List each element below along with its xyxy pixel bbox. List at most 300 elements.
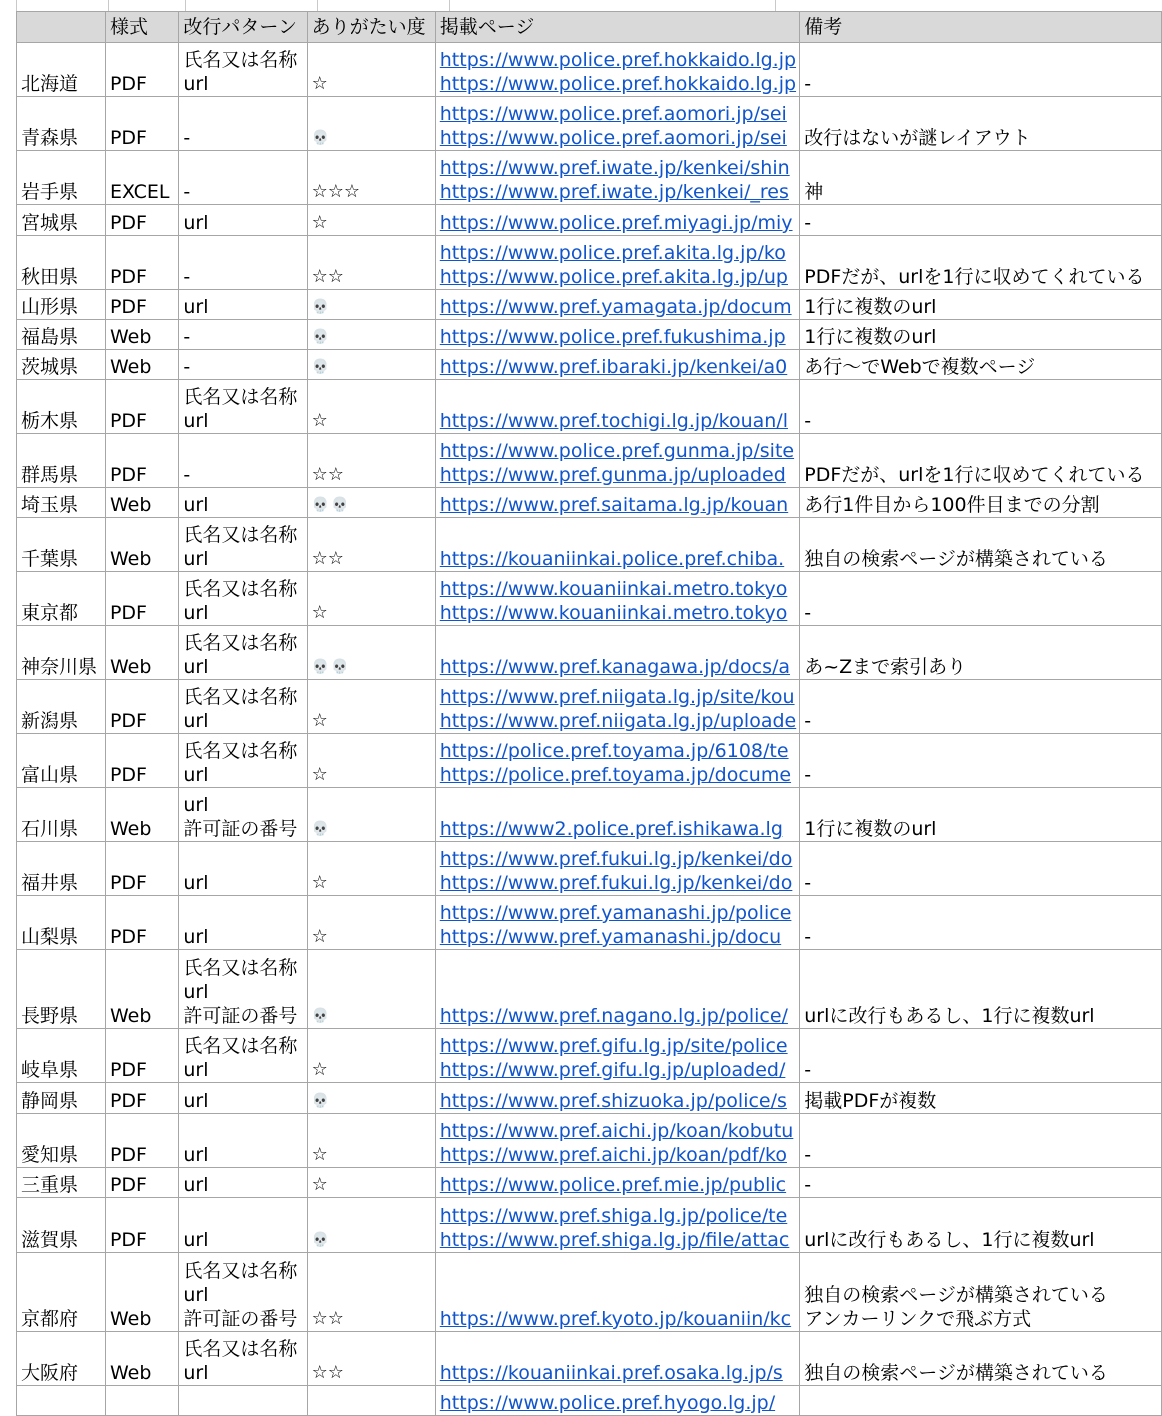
cell-rating[interactable] <box>307 680 435 734</box>
cell-page[interactable] <box>435 1168 799 1198</box>
cell-note[interactable] <box>800 896 1162 950</box>
cell-format[interactable] <box>105 1386 178 1416</box>
cell-page[interactable] <box>435 290 799 320</box>
star-icon: ☆ <box>311 212 328 233</box>
format-value: PDF <box>109 602 147 624</box>
prefecture-name: 山形県 <box>21 296 79 318</box>
page-link[interactable]: https://www.police.pref.gunma.jp/site <box>439 440 795 462</box>
cell-page[interactable] <box>435 350 799 380</box>
cell-rating[interactable] <box>307 734 435 788</box>
cell-prefecture[interactable] <box>17 1114 106 1168</box>
table-row <box>17 97 1162 151</box>
cell-rating[interactable] <box>307 1253 435 1332</box>
cell-page[interactable] <box>435 788 799 842</box>
cell-format[interactable] <box>105 842 178 896</box>
cell-note[interactable] <box>800 1029 1162 1083</box>
format-value: Web <box>109 1308 152 1330</box>
cell-line-break-pattern[interactable] <box>179 320 307 350</box>
format-value: PDF <box>109 764 147 786</box>
table-row <box>17 680 1162 734</box>
cell-prefecture[interactable] <box>17 236 106 290</box>
page-link[interactable]: https://www.pref.kyoto.jp/kouaniin/kc <box>439 1308 792 1330</box>
cell-line-break-pattern[interactable] <box>179 151 307 205</box>
cell-prefecture[interactable] <box>17 434 106 488</box>
page-link[interactable]: https://www.pref.shiga.lg.jp/police/te <box>439 1205 788 1227</box>
cell-line-break-pattern[interactable] <box>179 290 307 320</box>
skull-icon: 💀💀 <box>311 497 351 513</box>
page-link[interactable]: https://www.pref.ibaraki.jp/kenkei/a0 <box>439 356 788 378</box>
cell-rating[interactable] <box>307 97 435 151</box>
cell-note[interactable] <box>800 1083 1162 1114</box>
prefecture-name: 埼玉県 <box>21 494 79 516</box>
cell-page[interactable] <box>435 151 799 205</box>
cell-note[interactable] <box>800 380 1162 434</box>
page-link[interactable]: https://kouaniinkai.police.pref.chiba. <box>439 548 785 570</box>
page-link[interactable]: https://police.pref.toyama.jp/docume <box>439 764 792 786</box>
cell-prefecture[interactable] <box>17 626 106 680</box>
cell-line-break-pattern[interactable] <box>179 1114 307 1168</box>
page-link[interactable]: https://www.pref.niigata.lg.jp/uploade <box>439 710 797 732</box>
page-link[interactable]: https://www.pref.yamagata.jp/docum <box>439 296 792 318</box>
cell-rating[interactable] <box>307 1386 435 1416</box>
pattern-line: - <box>183 266 191 288</box>
cell-prefecture[interactable] <box>17 518 106 572</box>
cell-line-break-pattern[interactable] <box>179 97 307 151</box>
cell-page[interactable] <box>435 205 799 236</box>
note-line: - <box>804 73 812 95</box>
note-line: 独自の検索ページが構築されている <box>804 1284 1108 1306</box>
cell-line-break-pattern[interactable] <box>179 680 307 734</box>
cell-prefecture[interactable] <box>17 1386 106 1416</box>
pattern-line: url <box>183 212 209 234</box>
cell-page[interactable] <box>435 488 799 518</box>
page-link[interactable]: https://www2.police.pref.ishikawa.lg <box>439 818 783 840</box>
cell-note[interactable] <box>800 290 1162 320</box>
prefecture-name: 福井県 <box>21 872 79 894</box>
cell-page[interactable] <box>435 1029 799 1083</box>
page-link[interactable]: https://www.pref.shiga.lg.jp/file/attac <box>439 1229 790 1251</box>
page-link[interactable]: https://www.pref.fukui.lg.jp/kenkei/do <box>439 872 793 894</box>
star-icon: ☆ <box>311 410 328 431</box>
note-line: 1行に複数のurl <box>804 326 937 348</box>
cell-page[interactable] <box>435 380 799 434</box>
page-link[interactable]: https://www.pref.niigata.lg.jp/site/kou <box>439 686 795 708</box>
cell-rating[interactable] <box>307 320 435 350</box>
page-link[interactable]: https://www.pref.tochigi.lg.jp/kouan/l <box>439 410 788 432</box>
cell-format[interactable] <box>105 236 178 290</box>
page-link[interactable]: https://www.police.pref.hyogo.lg.jp/ <box>439 1392 776 1414</box>
page-link[interactable]: https://www.pref.yamanashi.jp/docu <box>439 926 782 948</box>
cell-page[interactable] <box>435 896 799 950</box>
table-row <box>17 205 1162 236</box>
cell-format[interactable] <box>105 1029 178 1083</box>
cell-format[interactable] <box>105 380 178 434</box>
data-table <box>16 11 1162 1416</box>
format-value: PDF <box>109 1144 147 1166</box>
cell-prefecture[interactable] <box>17 380 106 434</box>
pattern-line: url <box>183 981 209 1003</box>
cell-note[interactable] <box>800 97 1162 151</box>
cell-note[interactable] <box>800 151 1162 205</box>
format-value: Web <box>109 656 152 678</box>
header-cell-rating[interactable]: ありがたい度 <box>307 12 435 43</box>
header-cell-note[interactable]: 備考 <box>800 12 1162 43</box>
cell-prefecture[interactable] <box>17 896 106 950</box>
pattern-line: 氏名又は名称 <box>183 1338 298 1360</box>
skull-icon: 💀 <box>311 1232 331 1248</box>
note-line: - <box>804 764 812 786</box>
cell-note[interactable] <box>800 1332 1162 1386</box>
cell-page[interactable] <box>435 1332 799 1386</box>
cell-format[interactable] <box>105 896 178 950</box>
note-line: urlに改行もあるし、1行に複数url <box>804 1005 1095 1027</box>
prefecture-name: 岩手県 <box>21 181 79 203</box>
cell-line-break-pattern[interactable] <box>179 434 307 488</box>
prefecture-name: 京都府 <box>21 1308 79 1330</box>
table-row <box>17 290 1162 320</box>
note-line: 独自の検索ページが構築されている <box>804 548 1108 570</box>
cell-line-break-pattern[interactable] <box>179 1386 307 1416</box>
page-link[interactable]: https://www.police.pref.aomori.jp/sei <box>439 127 787 149</box>
cell-page[interactable] <box>435 43 799 97</box>
cell-prefecture[interactable] <box>17 842 106 896</box>
table-row <box>17 236 1162 290</box>
star-icon: ☆ <box>311 872 328 893</box>
cell-prefecture[interactable] <box>17 1168 106 1198</box>
note-line: - <box>804 926 812 948</box>
cell-format[interactable] <box>105 1198 178 1253</box>
cell-format[interactable] <box>105 1253 178 1332</box>
cell-rating[interactable] <box>307 626 435 680</box>
pattern-line: url <box>183 1229 209 1251</box>
page-link[interactable]: https://www.pref.iwate.jp/kenkei/shin <box>439 157 790 179</box>
prefecture-name: 静岡県 <box>21 1090 79 1112</box>
cell-page[interactable] <box>435 1198 799 1253</box>
format-value: PDF <box>109 710 147 732</box>
cell-rating[interactable] <box>307 950 435 1029</box>
pattern-line: url <box>183 656 209 678</box>
cell-rating[interactable] <box>307 205 435 236</box>
cell-note[interactable] <box>800 1168 1162 1198</box>
note-line: 改行はないが謎レイアウト <box>804 127 1031 149</box>
cell-prefecture[interactable] <box>17 320 106 350</box>
cell-format[interactable] <box>105 734 178 788</box>
cell-note[interactable] <box>800 1253 1162 1332</box>
page-link[interactable]: https://www.pref.shizuoka.jp/police/s <box>439 1090 787 1112</box>
cell-page[interactable] <box>435 97 799 151</box>
cell-rating[interactable] <box>307 896 435 950</box>
cell-prefecture[interactable] <box>17 680 106 734</box>
pattern-line: url <box>183 794 209 816</box>
note-line: あ行〜でWebで複数ページ <box>804 356 1036 378</box>
cell-note[interactable] <box>800 842 1162 896</box>
cell-page[interactable] <box>435 1114 799 1168</box>
cell-format[interactable] <box>105 350 178 380</box>
cell-rating[interactable] <box>307 43 435 97</box>
pattern-line: url <box>183 1059 209 1081</box>
cell-rating[interactable] <box>307 1332 435 1386</box>
star-icon: ☆☆ <box>311 464 344 485</box>
cell-format[interactable] <box>105 626 178 680</box>
prefecture-name: 秋田県 <box>21 266 79 288</box>
header-cell-prefecture[interactable] <box>17 12 106 43</box>
pattern-line: url <box>183 1284 209 1306</box>
cell-rating[interactable] <box>307 842 435 896</box>
cell-format[interactable] <box>105 320 178 350</box>
page-link[interactable]: https://www.police.pref.fukushima.jp <box>439 326 786 348</box>
format-value: PDF <box>109 1090 147 1112</box>
cell-rating[interactable] <box>307 1083 435 1114</box>
page-link[interactable]: https://www.pref.nagano.lg.jp/police/ <box>439 1005 788 1027</box>
format-value: PDF <box>109 266 147 288</box>
note-line: 1行に複数のurl <box>804 818 937 840</box>
cell-rating[interactable] <box>307 488 435 518</box>
table-row <box>17 842 1162 896</box>
page-link[interactable]: https://www.pref.yamanashi.jp/police <box>439 902 792 924</box>
skull-icon: 💀💀 <box>311 659 351 675</box>
page-link[interactable]: https://www.kouaniinkai.metro.tokyo <box>439 602 788 624</box>
pattern-line: 氏名又は名称 <box>183 578 298 600</box>
header-cell-line-break-pattern[interactable]: 改行パターン <box>179 12 307 43</box>
page-link[interactable]: https://www.kouaniinkai.metro.tokyo <box>439 578 788 600</box>
cell-line-break-pattern[interactable] <box>179 1253 307 1332</box>
cell-rating[interactable] <box>307 1168 435 1198</box>
page-link[interactable]: https://www.pref.iwate.jp/kenkei/_res <box>439 181 789 203</box>
cell-format[interactable] <box>105 680 178 734</box>
cell-note[interactable] <box>800 350 1162 380</box>
cell-line-break-pattern[interactable] <box>179 518 307 572</box>
page-link[interactable]: https://www.pref.gifu.lg.jp/uploaded/ <box>439 1059 786 1081</box>
format-value: Web <box>109 818 152 840</box>
cell-rating[interactable] <box>307 1029 435 1083</box>
cell-note[interactable] <box>800 1114 1162 1168</box>
cell-page[interactable] <box>435 1386 799 1416</box>
cell-page[interactable] <box>435 950 799 1029</box>
cell-prefecture[interactable] <box>17 290 106 320</box>
cell-format[interactable] <box>105 290 178 320</box>
note-line: あ行1件目から100件目までの分割 <box>804 494 1100 516</box>
cell-line-break-pattern[interactable] <box>179 950 307 1029</box>
cell-format[interactable] <box>105 488 178 518</box>
cell-line-break-pattern[interactable] <box>179 43 307 97</box>
note-line: アンカーリンクで飛ぶ方式 <box>804 1308 1032 1330</box>
page-link[interactable]: https://www.police.pref.miyagi.jp/miy <box>439 212 793 234</box>
cell-prefecture[interactable] <box>17 1332 106 1386</box>
cell-prefecture[interactable] <box>17 950 106 1029</box>
cell-line-break-pattern[interactable] <box>179 1198 307 1253</box>
cell-line-break-pattern[interactable] <box>179 626 307 680</box>
cell-format[interactable] <box>105 434 178 488</box>
cell-rating[interactable] <box>307 1198 435 1253</box>
page-link[interactable]: https://www.police.pref.hokkaido.lg.jp <box>439 73 797 95</box>
cell-rating[interactable] <box>307 236 435 290</box>
cell-format[interactable] <box>105 788 178 842</box>
frozen-header-strip <box>0 0 1162 11</box>
cell-note[interactable] <box>800 572 1162 626</box>
page-link[interactable]: https://www.police.pref.akita.lg.jp/ko <box>439 242 786 264</box>
cell-line-break-pattern[interactable] <box>179 788 307 842</box>
cell-line-break-pattern[interactable] <box>179 236 307 290</box>
page-link[interactable]: https://police.pref.toyama.jp/6108/te <box>439 740 789 762</box>
pattern-line: 氏名又は名称 <box>183 1260 298 1282</box>
page-link[interactable]: https://www.police.pref.mie.jp/public <box>439 1174 787 1196</box>
cell-format[interactable] <box>105 97 178 151</box>
cell-note[interactable] <box>800 950 1162 1029</box>
cell-prefecture[interactable] <box>17 43 106 97</box>
header-cell-format[interactable]: 様式 <box>105 12 178 43</box>
page-link[interactable]: https://www.pref.gunma.jp/uploaded <box>439 464 786 486</box>
cell-note[interactable] <box>800 788 1162 842</box>
page-link[interactable]: https://www.pref.fukui.lg.jp/kenkei/do <box>439 848 793 870</box>
cell-prefecture[interactable] <box>17 1029 106 1083</box>
cell-note[interactable] <box>800 434 1162 488</box>
cell-prefecture[interactable] <box>17 97 106 151</box>
table-row <box>17 1332 1162 1386</box>
cell-rating[interactable] <box>307 572 435 626</box>
pattern-line: url <box>183 602 209 624</box>
cell-prefecture[interactable] <box>17 488 106 518</box>
skull-icon: 💀 <box>311 1093 331 1109</box>
cell-page[interactable] <box>435 434 799 488</box>
cell-line-break-pattern[interactable] <box>179 1029 307 1083</box>
cell-page[interactable] <box>435 680 799 734</box>
note-line: PDFだが、urlを1行に収めてくれている <box>804 464 1145 486</box>
header-cell-page[interactable]: 掲載ページ <box>435 12 799 43</box>
cell-prefecture[interactable] <box>17 350 106 380</box>
cell-line-break-pattern[interactable] <box>179 380 307 434</box>
cell-page[interactable] <box>435 518 799 572</box>
star-icon: ☆ <box>311 602 328 623</box>
cell-prefecture[interactable] <box>17 151 106 205</box>
table-row <box>17 518 1162 572</box>
table-body <box>17 43 1162 1416</box>
pattern-line: - <box>183 181 191 203</box>
prefecture-name: 東京都 <box>21 602 79 624</box>
cell-format[interactable] <box>105 518 178 572</box>
cell-rating[interactable] <box>307 1114 435 1168</box>
cell-note[interactable] <box>800 43 1162 97</box>
cell-prefecture[interactable] <box>17 734 106 788</box>
page-link[interactable]: https://www.police.pref.akita.lg.jp/up <box>439 266 788 288</box>
page-link[interactable]: https://www.pref.kanagawa.jp/docs/a <box>439 656 791 678</box>
cell-page[interactable] <box>435 572 799 626</box>
cell-line-break-pattern[interactable] <box>179 350 307 380</box>
star-icon: ☆☆☆ <box>311 181 360 202</box>
cell-line-break-pattern[interactable] <box>179 734 307 788</box>
prefecture-name: 富山県 <box>21 764 79 786</box>
table-row <box>17 572 1162 626</box>
cell-prefecture[interactable] <box>17 788 106 842</box>
cell-note[interactable] <box>800 488 1162 518</box>
cell-format[interactable] <box>105 1114 178 1168</box>
cell-note[interactable] <box>800 518 1162 572</box>
cell-note[interactable] <box>800 236 1162 290</box>
cell-prefecture[interactable] <box>17 205 106 236</box>
page-link[interactable]: https://www.police.pref.hokkaido.lg.jp <box>439 49 797 71</box>
cell-line-break-pattern[interactable] <box>179 896 307 950</box>
cell-note[interactable] <box>800 626 1162 680</box>
pattern-line: 氏名又は名称 <box>183 957 298 979</box>
cell-line-break-pattern[interactable] <box>179 1083 307 1114</box>
page-link[interactable]: https://kouaniinkai.pref.osaka.lg.jp/s <box>439 1362 783 1384</box>
cell-rating[interactable] <box>307 518 435 572</box>
pattern-line: 許可証の番号 <box>183 1308 298 1330</box>
cell-note[interactable] <box>800 205 1162 236</box>
note-line: 1行に複数のurl <box>804 296 937 318</box>
page-link[interactable]: https://www.pref.aichi.jp/koan/pdf/ko <box>439 1144 787 1166</box>
prefecture-name: 石川県 <box>21 818 79 840</box>
cell-format[interactable] <box>105 950 178 1029</box>
cell-rating[interactable] <box>307 380 435 434</box>
prefecture-name: 茨城県 <box>21 356 79 378</box>
cell-prefecture[interactable] <box>17 1083 106 1114</box>
cell-page[interactable] <box>435 734 799 788</box>
cell-format[interactable] <box>105 151 178 205</box>
cell-rating[interactable] <box>307 788 435 842</box>
note-line: - <box>804 872 812 894</box>
cell-rating[interactable] <box>307 151 435 205</box>
cell-line-break-pattern[interactable] <box>179 205 307 236</box>
format-value: PDF <box>109 1174 147 1196</box>
pattern-line: 氏名又は名称 <box>183 524 298 546</box>
prefecture-name: 新潟県 <box>21 710 79 732</box>
pattern-line: url <box>183 410 209 432</box>
cell-format[interactable] <box>105 205 178 236</box>
cell-page[interactable] <box>435 1083 799 1114</box>
star-icon: ☆ <box>311 764 328 785</box>
cell-prefecture[interactable] <box>17 1253 106 1332</box>
cell-rating[interactable] <box>307 350 435 380</box>
skull-icon: 💀 <box>311 299 331 315</box>
cell-prefecture[interactable] <box>17 572 106 626</box>
star-icon: ☆☆ <box>311 266 344 287</box>
star-icon: ☆ <box>311 1144 328 1165</box>
cell-note[interactable] <box>800 1386 1162 1416</box>
cell-line-break-pattern[interactable] <box>179 1332 307 1386</box>
cell-prefecture[interactable] <box>17 1198 106 1253</box>
cell-page[interactable] <box>435 842 799 896</box>
cell-note[interactable] <box>800 734 1162 788</box>
cell-line-break-pattern[interactable] <box>179 1168 307 1198</box>
format-value: PDF <box>109 1059 147 1081</box>
cell-line-break-pattern[interactable] <box>179 488 307 518</box>
cell-format[interactable] <box>105 1332 178 1386</box>
pattern-line: 許可証の番号 <box>183 818 298 840</box>
cell-page[interactable] <box>435 626 799 680</box>
skull-icon: 💀 <box>311 329 331 345</box>
cell-page[interactable] <box>435 1253 799 1332</box>
cell-format[interactable] <box>105 43 178 97</box>
page-link[interactable]: https://www.pref.aichi.jp/koan/kobutu <box>439 1120 794 1142</box>
cell-rating[interactable] <box>307 434 435 488</box>
cell-note[interactable] <box>800 680 1162 734</box>
cell-note[interactable] <box>800 1198 1162 1253</box>
cell-format[interactable] <box>105 1083 178 1114</box>
cell-line-break-pattern[interactable] <box>179 572 307 626</box>
cell-note[interactable] <box>800 320 1162 350</box>
cell-format[interactable] <box>105 572 178 626</box>
page-link[interactable]: https://www.police.pref.aomori.jp/sei <box>439 103 787 125</box>
cell-line-break-pattern[interactable] <box>179 842 307 896</box>
pattern-line: - <box>183 464 191 486</box>
note-line: あ~Zまで索引あり <box>804 656 967 678</box>
cell-rating[interactable] <box>307 290 435 320</box>
page-link[interactable]: https://www.pref.gifu.lg.jp/site/police <box>439 1035 788 1057</box>
page-link[interactable]: https://www.pref.saitama.lg.jp/kouan <box>439 494 789 516</box>
cell-page[interactable] <box>435 320 799 350</box>
cell-page[interactable] <box>435 236 799 290</box>
cell-format[interactable] <box>105 1168 178 1198</box>
